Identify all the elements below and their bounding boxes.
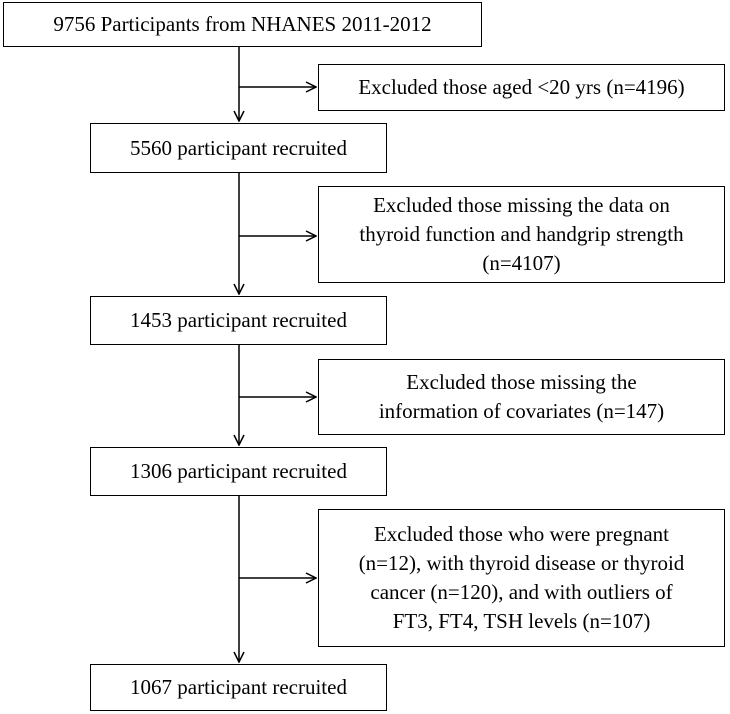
exclusion-text-line: cancer (n=120), and with outliers of [370, 580, 673, 604]
main-box-label: 9756 Participants from NHANES 2011-2012 [53, 12, 432, 36]
exclusion-text-line: (n=4107) [482, 251, 561, 275]
exclusion-text-line: Excluded those missing the data on [373, 193, 670, 217]
main-box-label: 1067 participant recruited [130, 675, 347, 699]
main-box-label: 1453 participant recruited [130, 308, 347, 332]
main-box-adults [90, 123, 387, 173]
main-box-label: 1306 participant recruited [130, 459, 347, 483]
exclusion-box-missing-data [318, 186, 725, 283]
exclusion-text-line: Excluded those aged <20 yrs (n=4196) [358, 75, 685, 99]
exclusion-box-pregnant-thyroid [318, 509, 725, 647]
main-box-final [90, 664, 387, 711]
main-box-label: 5560 participant recruited [130, 135, 347, 160]
exclusion-text-line: Excluded those missing the [406, 370, 637, 394]
main-box-with-measures [90, 296, 387, 345]
main-box-total [3, 2, 482, 47]
exclusion-text-line: thyroid function and handgrip strength [359, 222, 684, 246]
exclusion-text-line: information of covariates (n=147) [378, 399, 665, 423]
exclusion-box-age [318, 64, 725, 111]
exclusion-text-line: (n=12), with thyroid disease or thyroid [358, 551, 685, 575]
main-box-with-covariates [90, 447, 387, 496]
exclusion-text-line: Excluded those who were pregnant [373, 522, 670, 546]
exclusion-box-covariates [318, 359, 725, 435]
exclusion-text-line: FT3, FT4, TSH levels (n=107) [392, 609, 651, 633]
